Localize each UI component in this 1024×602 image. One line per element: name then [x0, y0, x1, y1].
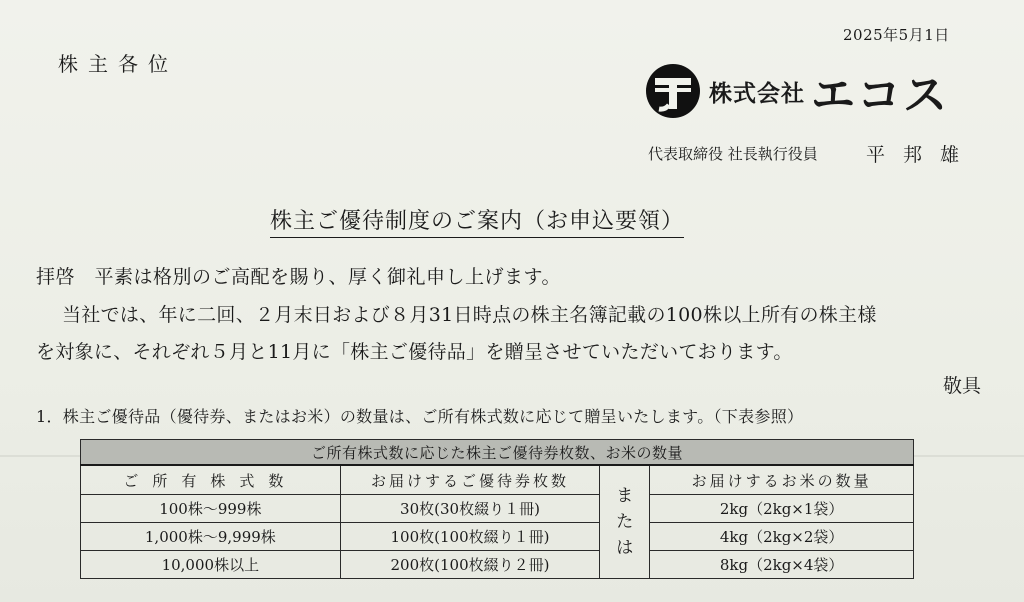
representative-name: 平邦雄 — [866, 144, 978, 166]
row-1-rice: 2kg（2kg×1袋） — [650, 495, 914, 523]
table-row — [81, 551, 914, 579]
row-3-vouchers: 200枚(100枚綴り２冊) — [340, 551, 600, 579]
greeting-line: 拝啓 平素は格別のご高配を賜り、厚く御礼申し上げます。 — [36, 266, 561, 288]
benefit-table — [80, 439, 914, 579]
header-shares: ご所有株式数 — [81, 465, 341, 495]
row-1-vouchers: 30枚(30枚綴り１冊) — [340, 495, 600, 523]
letter-date: 2025年5月1日 — [843, 26, 950, 44]
closing-word: 敬具 — [943, 375, 982, 397]
table-row — [81, 495, 914, 523]
or-label — [600, 465, 650, 579]
row-2-vouchers: 100枚(100枚綴り１冊) — [340, 523, 600, 551]
or-char-1: ま — [616, 486, 634, 506]
row-3-shares: 10,000株以上 — [81, 551, 341, 579]
table-row — [81, 523, 914, 551]
table-caption: ご所有株式数に応じた株主ご優待券枚数、お米の数量 — [81, 440, 914, 466]
body-line-2: を対象に、それぞれ５月と11月に「株主ご優待品」を贈呈させていただいております。 — [36, 341, 793, 363]
representative-title: 代表取締役 社長執行役員 — [648, 145, 818, 163]
header-vouchers: お届けするご優待券枚数 — [340, 465, 600, 495]
header-rice: お届けするお米の数量 — [650, 465, 914, 495]
row-1-shares: 100株～999株 — [81, 495, 341, 523]
row-2-rice: 4kg（2kg×2袋） — [650, 523, 914, 551]
row-3-rice: 8kg（2kg×4袋） — [650, 551, 914, 579]
row-2-shares: 1,000株～9,999株 — [81, 523, 341, 551]
or-char-3: は — [616, 538, 634, 558]
company-name: エコス — [811, 70, 949, 121]
ecos-logo-icon — [645, 63, 701, 119]
company-logo — [645, 62, 965, 120]
company-prefix: 株式会社 — [709, 80, 805, 107]
document-title: 株主ご優待制度のご案内（お申込要領） — [270, 204, 684, 238]
body-line-1: 当社では、年に二回、２月末日および８月31日時点の株主名簿記載の100株以上所有の株主様 — [62, 304, 877, 326]
section-1-heading: 1．株主ご優待品（優待券、またはお米）の数量は、ご所有株式数に応じて贈呈いたします。（下表参照） — [36, 407, 804, 426]
or-char-2: た — [616, 512, 634, 532]
addressee: 株主各位 — [58, 52, 178, 76]
